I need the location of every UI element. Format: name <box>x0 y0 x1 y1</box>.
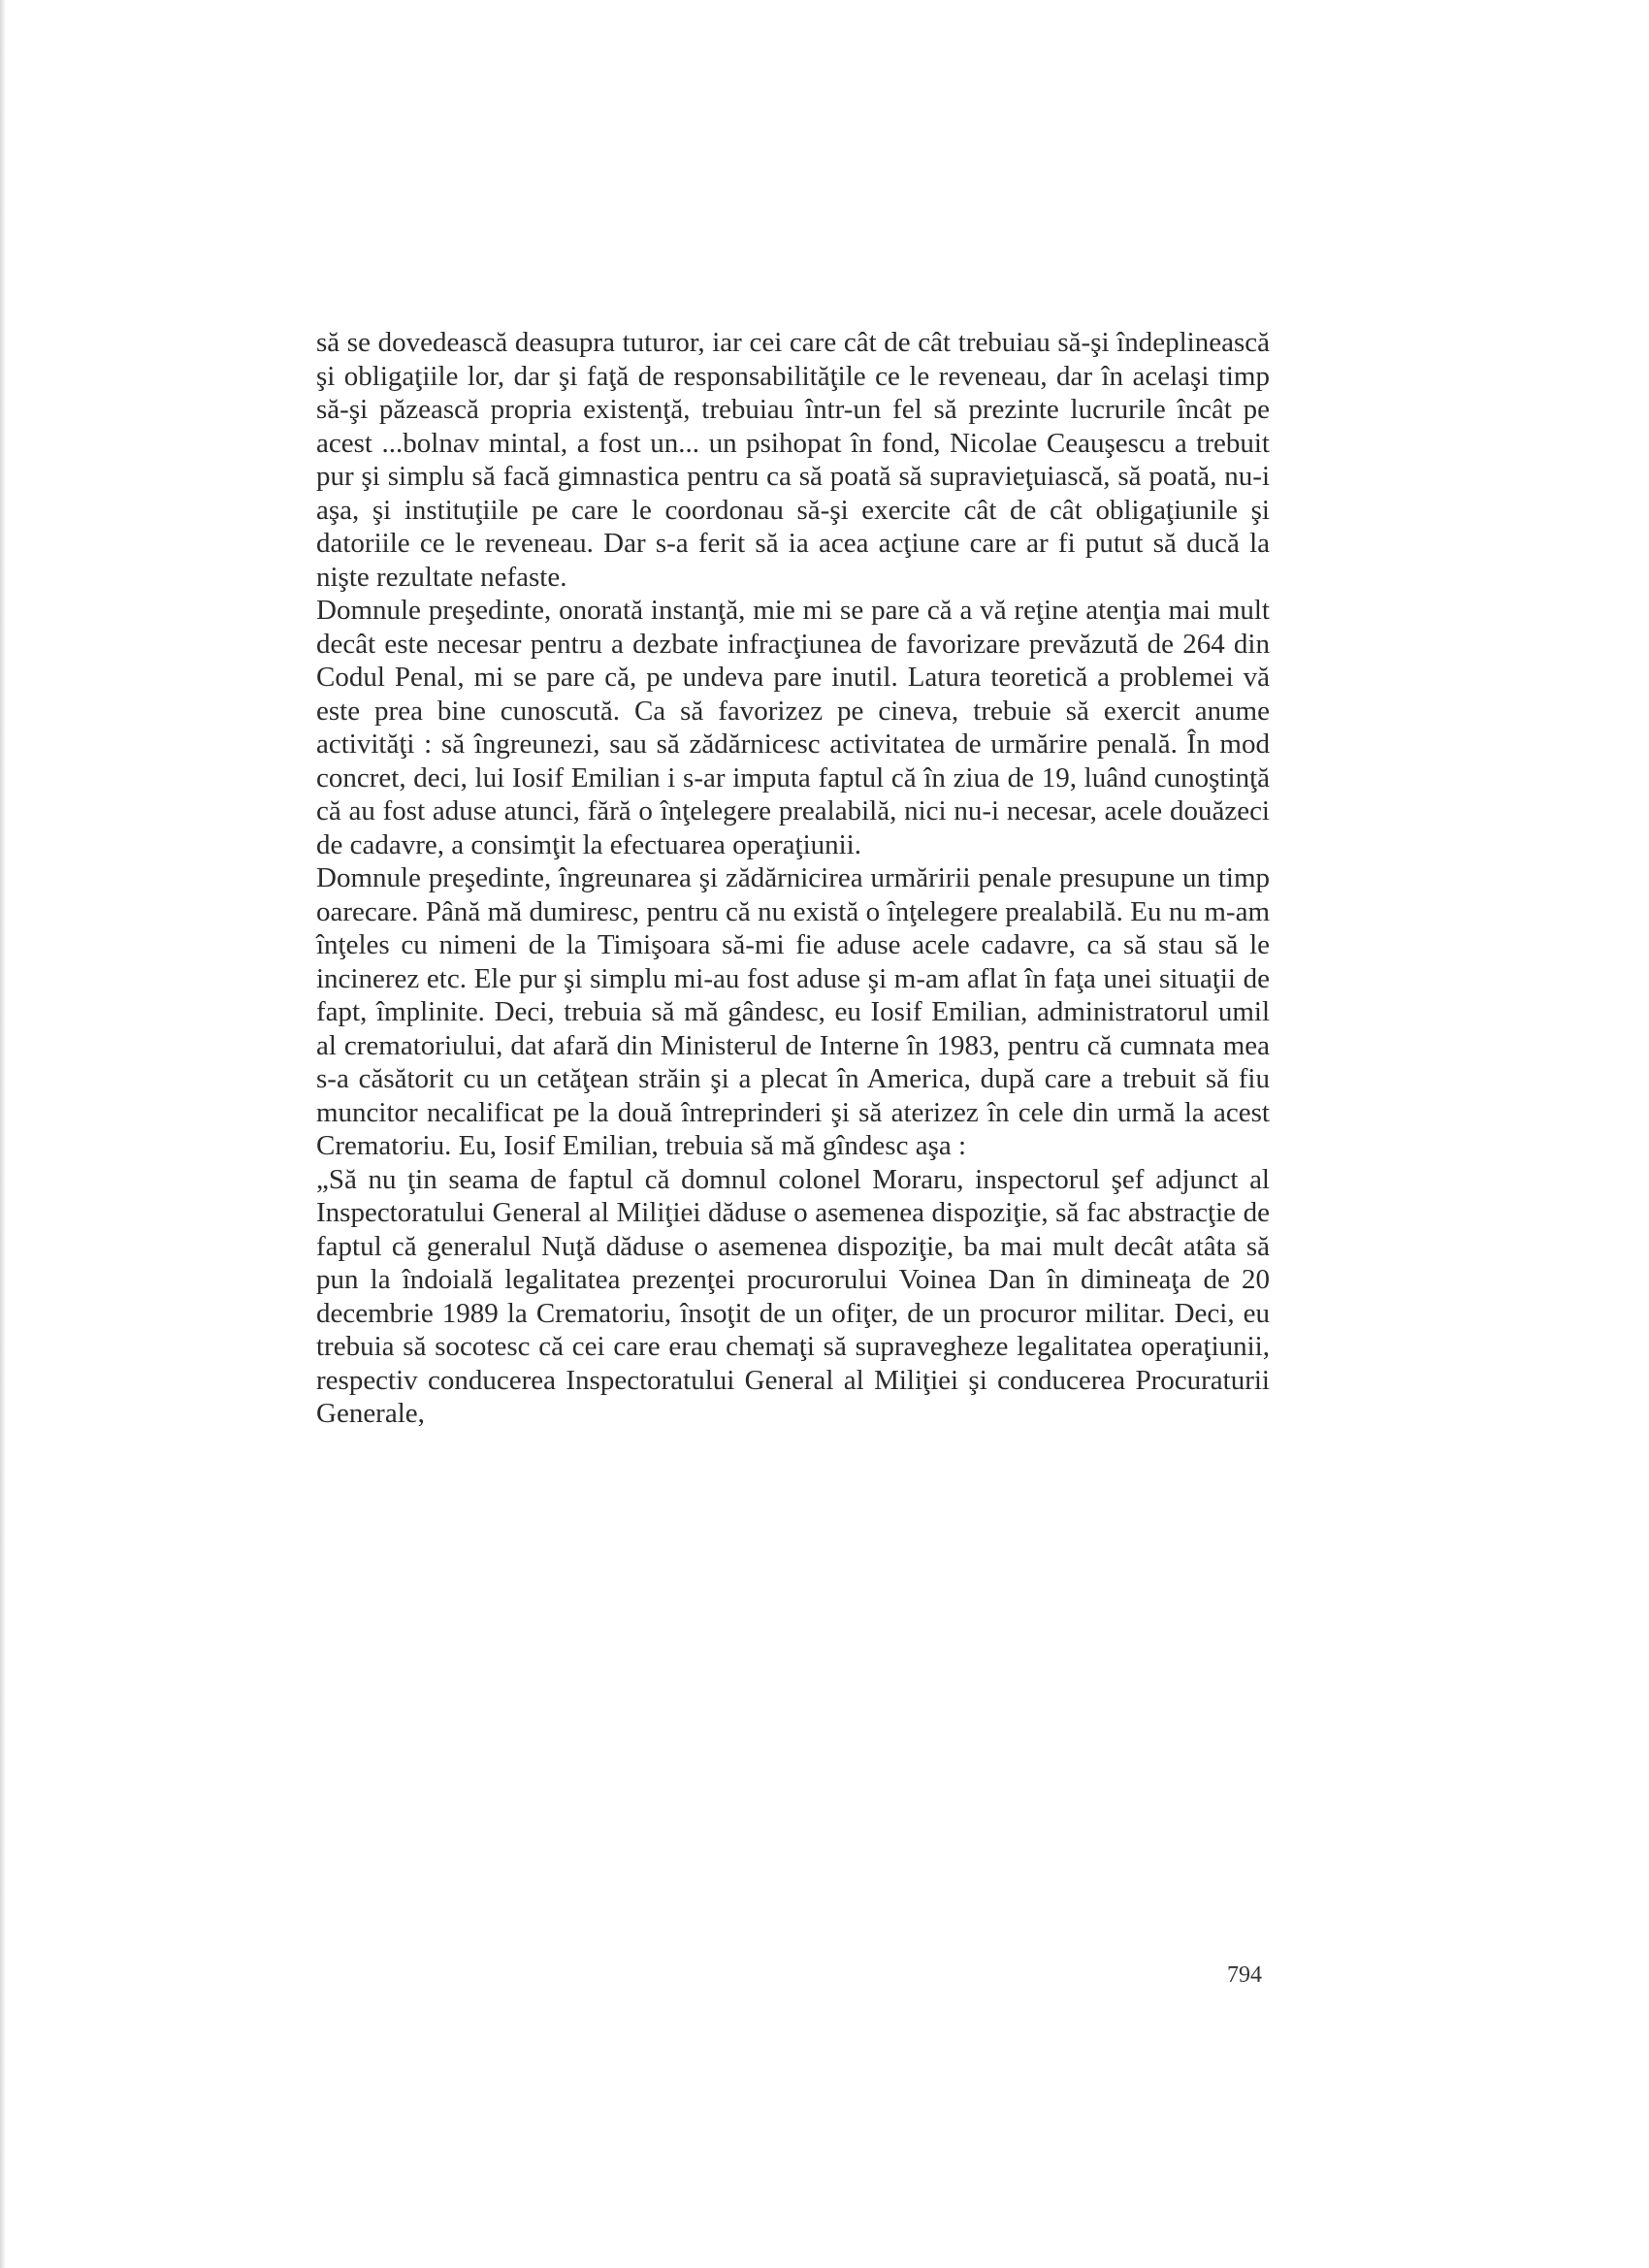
page-number: 794 <box>1227 1962 1262 1988</box>
paragraph-1: să se dovedească deasupra tuturor, iar cei care cât de cât trebuiau să-şi îndeplinească şi obligaţiile lor, dar şi faţă de responsabilităţile ce le reveneau, dar în acelaşi timp să-şi păzească propria existenţă, trebuiau într-un fel să prezinte lucrurile încât pe acest ...bolnav mintal, a fost un... un psihopat în fond, Nicolae Ceauşescu a trebuit pur şi simplu să facă gimnastica pentru ca să poată să supravieţuiască, să poată, nu-i aşa, şi instituţiile pe care le coordonau să-şi exercite cât de cât obligaţiunile şi datoriile ce le reveneau. Dar s-a ferit să ia acea acţiune care ar fi putut să ducă la nişte rezultate nefaste. <box>316 327 1270 593</box>
paragraph-4: „Să nu ţin seama de faptul că domnul colonel Moraru, inspectorul şef adjunct al Inspectoratului General al Miliţiei dăduse o asemenea dispoziţie, să fac abstracţie de faptul că generalul Nuţă dăduse o asemenea dispoziţie, ba mai mult decât atâta să pun la îndoială legalitatea prezenţei procurorului Voinea Dan în dimineaţa de 20 decembrie 1989 la Crematoriu, însoţit de un ofiţer, de un procuror militar. Deci, eu trebuia să socotesc că cei care erau chemaţi să supravegheze legalitatea operaţiunii, respectiv conducerea Inspectoratului General al Miliţiei şi conducerea Procuraturii Generale, <box>316 1163 1270 1429</box>
paragraph-3: Domnule preşedinte, îngreunarea şi zădărnicirea urmăririi penale presupune un timp oarecare. Până mă dumiresc, pentru că nu există o înţelegere prealabilă. Eu nu m-am înţeles cu nimeni de la Timişoara să-mi fie aduse acele cadavre, ca să stau să le incinerez etc. Ele pur şi simplu mi-au fost aduse şi m-am aflat în faţa unei situaţii de fapt, împlinite. Deci, trebuia să mă gândesc, eu Iosif Emilian, administratorul umil al crematoriului, dat afară din Ministerul de Interne în 1983, pentru că cumnata mea s-a căsătorit cu un cetăţean străin şi a plecat în America, după care a trebuit să fiu muncitor necalificat pe la două întreprinderi şi să aterizez în cele din urmă la acest Crematoriu. Eu, Iosif Emilian, trebuia să mă gîndesc aşa : <box>316 862 1270 1161</box>
paragraph-2: Domnule preşedinte, onorată instanţă, mie mi se pare că a vă reţine atenţia mai mult decât este necesar pentru a dezbate infracţiunea de favorizare prevăzută de 264 din Codul Penal, mi se pare că, pe undeva pare inutil. Latura teoretică a problemei vă este prea bine cunoscută. Ca să favorizez pe cineva, trebuie să exercit anume activităţi : să îngreunezi, sau să zădărnicesc activitatea de urmărire penală. În mod concret, deci, lui Iosif Emilian i s-ar imputa faptul că în ziua de 19, luând cunoştinţă că au fost aduse atunci, fără o înţelegere prealabilă, nici nu-i necesar, acele douăzeci de cadavre, a consimţit la efectuarea operaţiunii. <box>316 595 1270 860</box>
scan-edge-shadow <box>0 0 6 2268</box>
body-text <box>316 326 1270 1431</box>
